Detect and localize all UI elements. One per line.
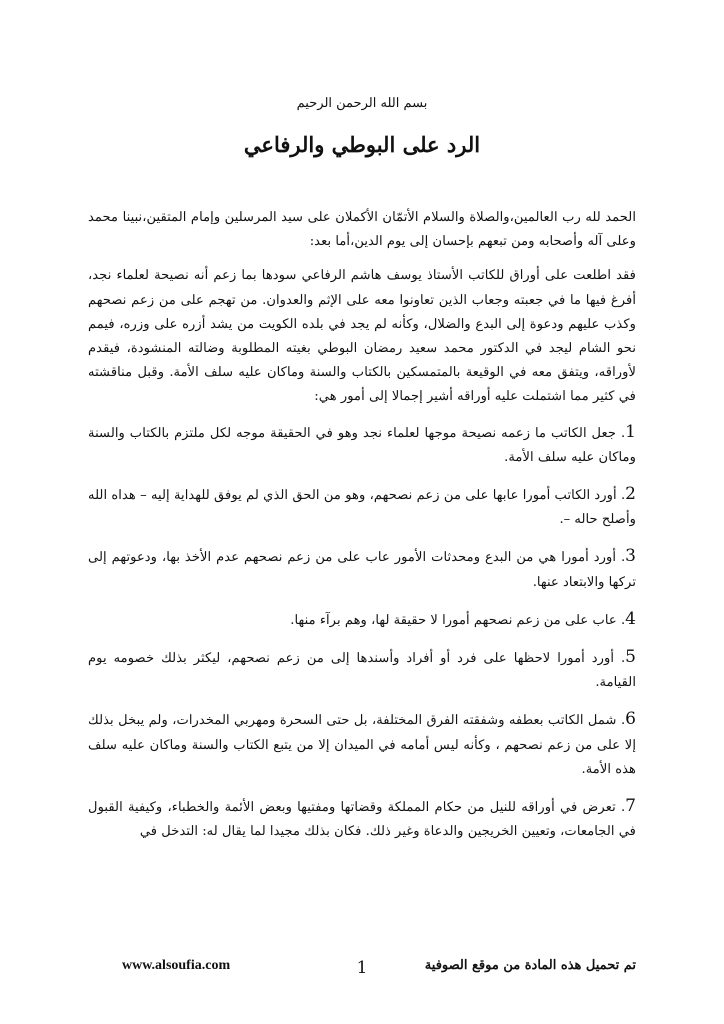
document-title: الرد على البوطي والرفاعي (243, 132, 481, 157)
numbered-point: 1. جعل الكاتب ما زعمه نصيحة موجها لعلماء نجد وهو في الحقيقة موجه لكل ملتزم بالكتاب والسنة وماكان عليه سلف الأمة. (88, 421, 636, 465)
point-number: 1 (625, 421, 636, 442)
point-number: 5 (625, 647, 636, 668)
numbered-point: 6. شمل الكاتب بعطفه وشفقته الفرق المختلفة، بل حتى السحرة ومهربي المخدرات، ولم يبخل بذلك إلا على من زعم نصحهم ، وكأنه ليس أمامه في الميدان إلا من يتبع الكتاب والسنة وماكان عليه سلف هذه الأمة. (88, 709, 636, 777)
point-number: 2 (625, 484, 636, 505)
numbered-point: 2. أورد الكاتب أمورا عابها على من زعم نصحهم، وهو من الحق الذي لم يوفق للهداية إليه – هداه الله وأصلح حاله –. (88, 484, 636, 528)
numbered-point: 3. أورد أمورا هي من البدع ومحدثات الأمور عاب على من زعم نصحهم عدم الأخذ بها، ودعوتهم إلى تركها والابتعاد عنها. (88, 546, 636, 590)
point-text: أورد الكاتب أمورا عابها على من زعم نصحهم، وهو من الحق الذي لم يوفق للهداية إليه – هداه الله وأصلح حاله –. (88, 488, 636, 528)
document-body (88, 206, 636, 856)
point-number: 7 (625, 796, 636, 817)
page-footer (88, 958, 636, 982)
intro-paragraph: الحمد لله رب العالمين،والصلاة والسلام الأتمّان الأكملان على سيد المرسلين وإمام المتقين،نبينا محمد وعلى آله وأصحابه ومن تبعهم بإحسان إلى يوم الدين،أما بعد: (88, 210, 636, 250)
numbered-point: 5. أورد أمورا لاحظها على فرد أو أفراد وأسندها إلى من زعم نصحهم، ليكثر بذلك خصومه يوم القيامة. (88, 647, 636, 691)
point-text: شمل الكاتب بعطفه وشفقته الفرق المختلفة، بل حتى السحرة ومهربي المخدرات، ولم يبخل بذلك إلا على من زعم نصحهم ، وكأنه ليس أمامه في الميدان إلا من يتبع الكتاب والسنة وماكان عليه سلف هذه الأمة. (88, 713, 636, 777)
point-number: 4 (625, 608, 636, 629)
point-text: عاب على من زعم نصحهم أمورا لا حقيقة لها، وهم برآء منها. (290, 612, 617, 628)
point-text: تعرض في أوراقه للنيل من حكام المملكة وقضاتها ومفتيها وبعض الأئمة والخطباء، وكيفية القبول في الجامعات، وتعيين الخريجين والدعاة وغير ذلك. فكان بذلك مجيدا لما يقال له: التدخل في (88, 800, 636, 840)
point-text: أورد أمورا هي من البدع ومحدثات الأمور عاب على من زعم نصحهم عدم الأخذ بها، ودعوتهم إلى تركها والابتعاد عنها. (88, 550, 636, 590)
numbered-point: 4. عاب على من زعم نصحهم أمورا لا حقيقة لها، وهم برآء منها. (290, 608, 636, 629)
point-text: أورد أمورا لاحظها على فرد أو أفراد وأسندها إلى من زعم نصحهم، ليكثر بذلك خصومه يوم القيامة. (88, 651, 636, 691)
point-text: جعل الكاتب ما زعمه نصيحة موجها لعلماء نجد وهو في الحقيقة موجه لكل ملتزم بالكتاب والسنة وماكان عليه سلف الأمة. (88, 425, 636, 465)
document-page (88, 0, 636, 1024)
intro-paragraph: فقد اطلعت على أوراق للكاتب الأستاذ يوسف هاشم الرفاعي سودها بما زعم أنه نصيحة لعلماء نجد، أفرغ فيها ما في جعبته وجعاب الذين تعاونوا معه على الإثم والعدوان. من تهجم على من زعم نصحهم وكذب عليهم ودعوة إلى البدع والضلال، وكأنه لم يجد في بلده الكويت من يشد أزره على وزره، فيمم نحو الشام ليجد في الدكتور محمد سعيد رمضان البوطي بغيته المطلوبة وضالته المنشودة، فيقدم لأوراقه، ويتفق معه في الوقيعة بالمتمسكين بالكتاب والسنة وماكان عليه سلف الأمة. وقبل مناقشته في كثير مما اشتملت عليه أوراقه أشير إجمالا إلى أمور هي: (88, 268, 636, 405)
download-credit: تم تحميل هذه المادة من موقع الصوفية (424, 958, 636, 973)
page-number: 1 (356, 958, 368, 978)
point-number: 3 (625, 546, 636, 567)
basmala: بسم الله الرحمن الرحيم (296, 96, 428, 111)
numbered-point: 7. تعرض في أوراقه للنيل من حكام المملكة وقضاتها ومفتيها وبعض الأئمة والخطباء، وكيفية القبول في الجامعات، وتعيين الخريجين والدعاة وغير ذلك. فكان بذلك مجيدا لما يقال له: التدخل في (88, 796, 636, 840)
website-link[interactable]: www.alsoufia.com (122, 958, 231, 973)
point-number: 6 (625, 709, 636, 730)
